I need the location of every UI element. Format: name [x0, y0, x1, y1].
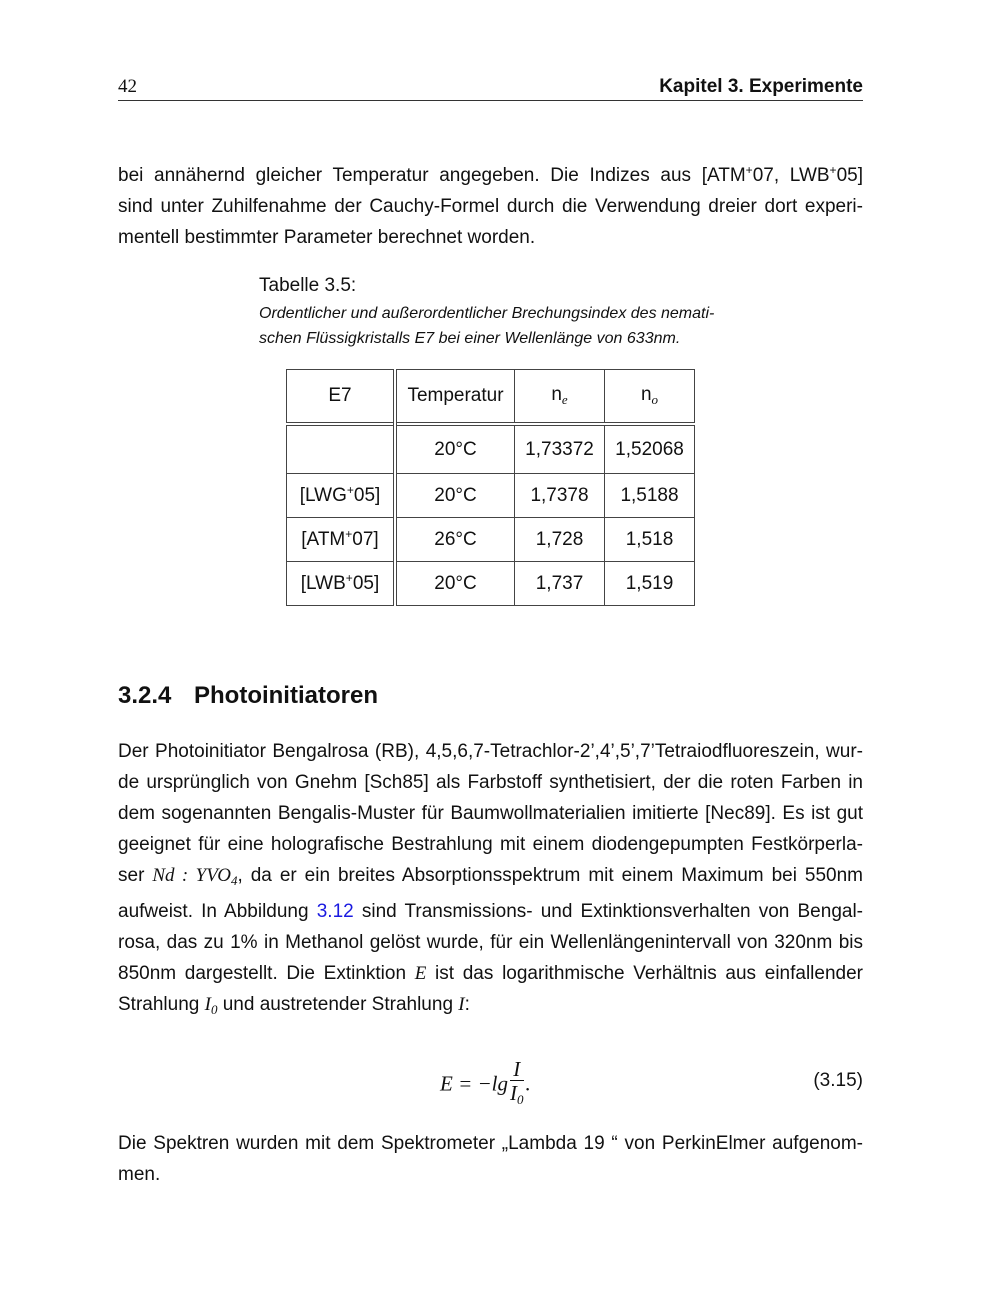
- body-line: de ursprünglich von Gnehm [Sch85] als Farbstoff synthetisiert, der die roten Farben in: [118, 772, 863, 793]
- no-cell: 1,519: [605, 562, 695, 606]
- ne-cell: 1,73372: [515, 424, 605, 474]
- header-cell-e7: E7: [287, 370, 396, 425]
- source-text: 07]: [352, 528, 379, 550]
- superscript: +: [745, 163, 753, 177]
- superscript: +: [345, 570, 353, 585]
- source-text: [ATM: [301, 528, 346, 550]
- header-cell-ne: [515, 370, 605, 425]
- table-row: [287, 518, 695, 562]
- temperature-cell: 20°C: [395, 474, 515, 518]
- text-span: :: [464, 994, 470, 1015]
- text-span: aufweist. In Abbildung: [118, 901, 317, 922]
- source-text: 05]: [353, 484, 381, 506]
- math-expression: I: [204, 994, 211, 1015]
- table-row: [287, 562, 695, 606]
- fraction-numerator: I: [510, 1058, 524, 1081]
- table-caption-title: Tabelle 3.5:: [259, 275, 357, 296]
- figure-reference-link[interactable]: 3.12: [316, 901, 354, 922]
- body-line: [118, 958, 863, 989]
- table-row: [287, 424, 695, 474]
- caption-line: Ordentlicher und außerordentlicher Brechungsindex des nemati-: [259, 305, 715, 322]
- source-text: 05]: [352, 572, 380, 594]
- text-span: und austretender Strahlung: [217, 994, 459, 1015]
- body-line: [118, 989, 863, 1025]
- header-subscript: o: [651, 392, 659, 407]
- text-span: bei annähernd gleicher Temperatur angegeben. Die Indizes aus [ATM: [118, 165, 746, 186]
- header-rule: [118, 100, 863, 101]
- text-span: 07, LWB: [752, 165, 830, 186]
- refractive-index-table: [286, 369, 695, 606]
- intro-line: mentell bestimmter Parameter berechnet worden.: [118, 227, 536, 248]
- intro-line: [118, 160, 863, 191]
- ne-cell: 1,728: [515, 518, 605, 562]
- denominator-subscript: 0: [517, 1092, 524, 1107]
- no-cell: 1,52068: [605, 424, 695, 474]
- header-base: n: [640, 384, 652, 405]
- fraction-denominator: [510, 1081, 524, 1112]
- superscript: +: [346, 482, 354, 497]
- text-span: ser: [118, 865, 153, 886]
- math-subscript: 0: [210, 1002, 218, 1017]
- closing-line: men.: [118, 1164, 161, 1185]
- math-subscript: 4: [231, 873, 238, 888]
- intro-paragraph: [118, 160, 863, 253]
- table-caption-text: [259, 301, 729, 351]
- text-span: 850nm dargestellt. Die Extinktion: [118, 963, 415, 984]
- section-heading: [118, 682, 378, 710]
- body-line: geeignet für eine holografische Bestrahlung mit einem diodengepumpten Festkörperla-: [118, 834, 863, 855]
- ne-cell: 1,737: [515, 562, 605, 606]
- source-text: [LWG: [299, 484, 347, 506]
- equation-tail: .: [525, 1071, 531, 1096]
- closing-paragraph: [118, 1128, 863, 1190]
- no-cell: 1,518: [605, 518, 695, 562]
- superscript: +: [829, 163, 837, 177]
- body-line: dem sogenannten Bengalis-Muster für Baumwollmaterialien imitierte [Nec89]. Es ist gut: [118, 803, 863, 824]
- text-span: Strahlung: [118, 994, 205, 1015]
- closing-line: Die Spektren wurden mit dem Spektrometer „Lambda 19 “ von PerkinElmer aufgenom-: [118, 1133, 863, 1154]
- header-cell-no: [605, 370, 695, 425]
- text-span: 05]: [836, 165, 863, 186]
- caption-line: schen Flüssigkristalls E7 bei einer Wellenlänge von 633nm.: [259, 330, 681, 347]
- no-cell: 1,5188: [605, 474, 695, 518]
- temperature-cell: 20°C: [395, 562, 515, 606]
- header-subscript: e: [561, 392, 568, 407]
- body-paragraph: [118, 736, 863, 1025]
- source-cell: [287, 424, 396, 474]
- body-line: [118, 860, 863, 896]
- equation-lhs: E = −lg: [440, 1071, 509, 1096]
- source-cell: [287, 474, 396, 518]
- table-header-row: [287, 370, 695, 425]
- equation-fraction: [510, 1058, 524, 1112]
- equation: [440, 1058, 531, 1112]
- temperature-cell: 20°C: [395, 424, 515, 474]
- text-span: sind Transmissions- und Extinktionsverhalten von Bengal-: [353, 901, 863, 922]
- text-span: ist das logarithmische Verhältnis aus einfallender: [426, 963, 863, 984]
- superscript: +: [345, 526, 353, 541]
- chapter-heading: Kapitel 3. Experimente: [659, 76, 863, 97]
- intro-line: sind unter Zuhilfenahme der Cauchy-Formel durch die Verwendung dreier dort experi-: [118, 196, 863, 217]
- source-cell: [287, 518, 396, 562]
- section-number: 3.2.4: [118, 682, 172, 709]
- math-expression: Nd : YVO: [152, 865, 232, 886]
- body-line: rosa, das zu 1% in Methanol gelöst wurde, für ein Wellenlängenintervall von 320nm bis: [118, 932, 863, 953]
- math-expression: I: [458, 994, 465, 1015]
- equation-number: (3.15): [813, 1070, 863, 1091]
- math-expression: E: [414, 963, 427, 984]
- denominator-base: I: [510, 1081, 518, 1105]
- source-cell: [287, 562, 396, 606]
- ne-cell: 1,7378: [515, 474, 605, 518]
- body-line: [118, 896, 863, 927]
- text-span: , da er ein breites Absorptionsspektrum mit einem Maximum bei 550nm: [237, 865, 863, 886]
- body-line: Der Photoinitiator Bengalrosa (RB), 4,5,6,7-Tetrachlor-2’,4’,5’,7’Tetraiodfluoreszein, wur-: [118, 741, 863, 762]
- header-cell-temperature: Temperatur: [395, 370, 515, 425]
- temperature-cell: 26°C: [395, 518, 515, 562]
- table-row: [287, 474, 695, 518]
- header-base: n: [551, 384, 562, 405]
- source-text: [LWB: [300, 572, 346, 594]
- section-title: Photoinitiatoren: [194, 682, 378, 709]
- page-number: 42: [118, 76, 137, 97]
